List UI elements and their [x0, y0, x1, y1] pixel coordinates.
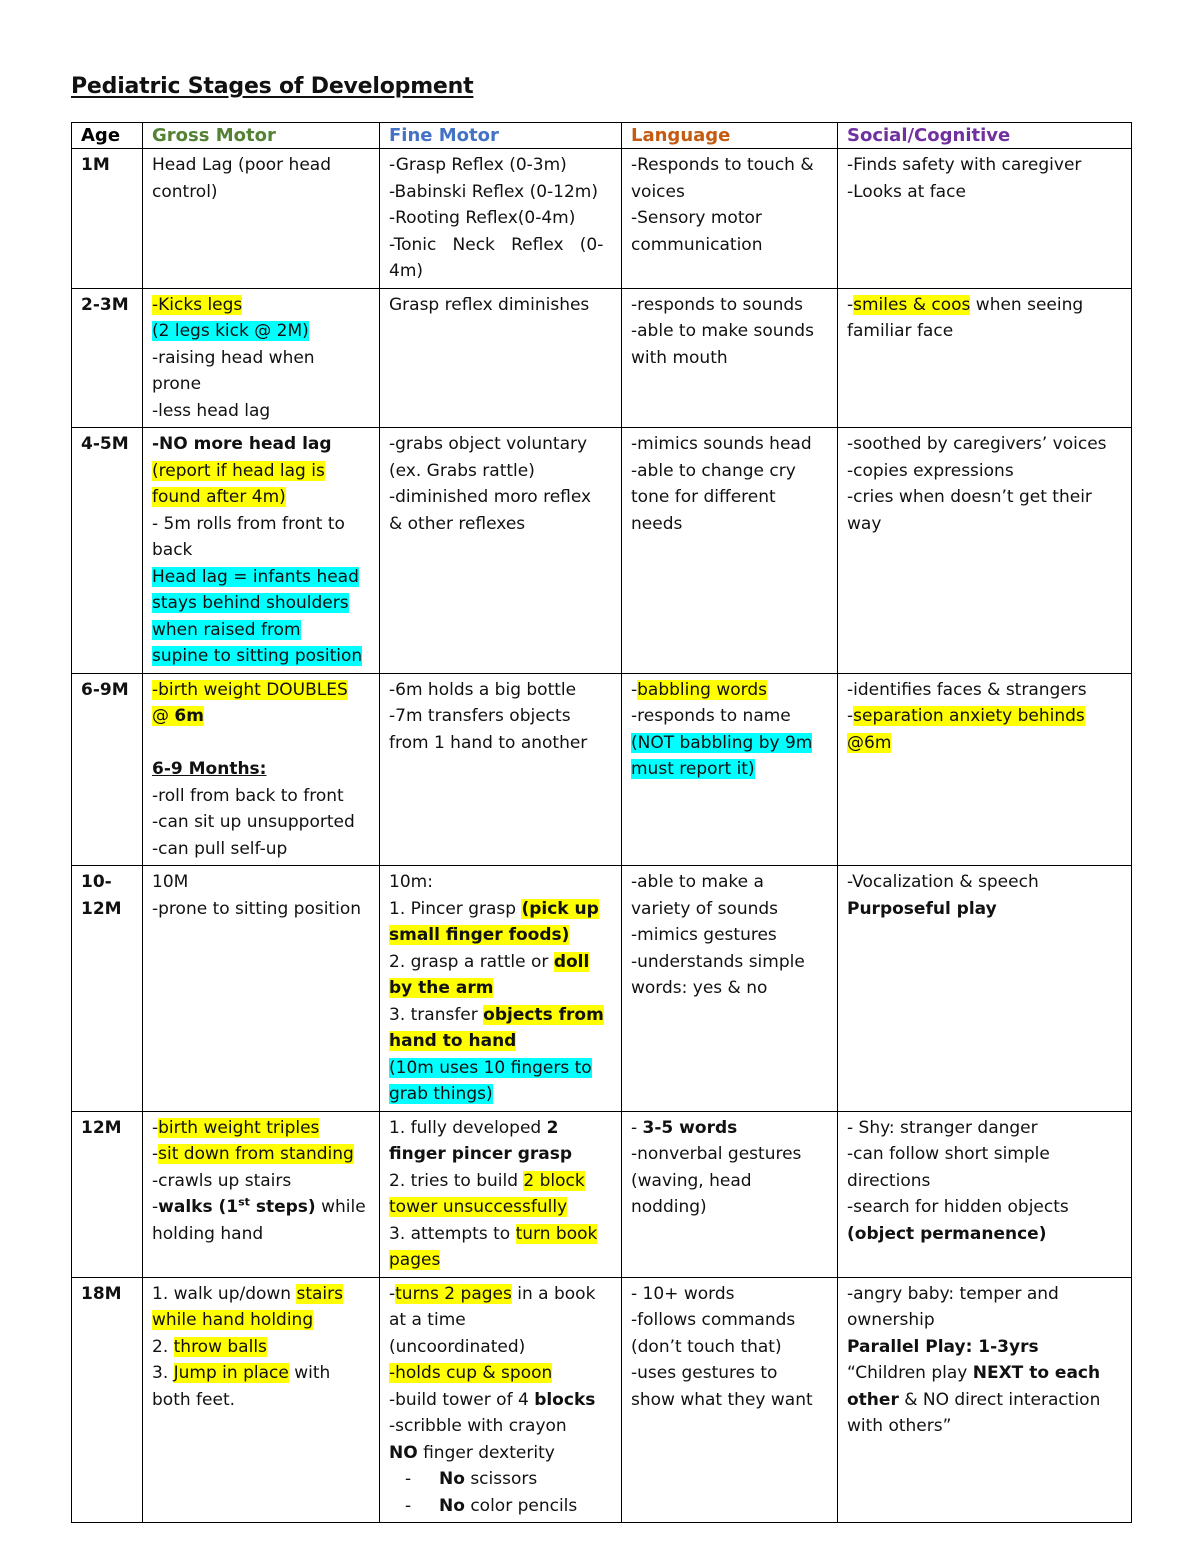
highlight: -birth weight DOUBLES	[152, 679, 348, 700]
header-fine-motor: Fine Motor	[380, 123, 622, 149]
cell-line: communication	[631, 234, 763, 255]
social-cognitive-cell	[838, 149, 1132, 289]
cell-line: (uncoordinated)	[389, 1336, 526, 1357]
cell-line	[389, 1055, 612, 1082]
cell-line	[389, 949, 612, 976]
cell-line	[389, 1081, 612, 1108]
cell-line: -Tonic Neck Reflex (0-	[389, 234, 604, 255]
text: -	[847, 294, 854, 315]
fine-motor-cell	[380, 288, 622, 428]
age-cell: 18M	[72, 1277, 143, 1523]
text: walks (1	[158, 1197, 239, 1217]
cell-line: -Grasp Reflex (0-3m)	[389, 155, 567, 175]
gross-motor-cell	[143, 149, 380, 289]
text: -	[389, 1283, 396, 1304]
cell-line	[389, 1440, 612, 1467]
text: NO	[389, 1442, 418, 1463]
cell-line	[389, 1360, 612, 1387]
age-cell: 6-9M	[72, 673, 143, 866]
cell-line	[152, 1307, 370, 1334]
age-cell: 2-3M	[72, 288, 143, 428]
cell-line: (waving, head	[631, 1170, 752, 1191]
cell-line: -understands simple	[631, 951, 805, 972]
text: when seeing	[970, 294, 1084, 315]
cell-line: & other reflexes	[389, 513, 526, 534]
cell-line	[152, 458, 370, 485]
age-cell: 4-5M	[72, 428, 143, 674]
cell-line: both feet.	[152, 1389, 236, 1410]
cell-line	[631, 677, 828, 704]
cell-line: -can pull self-up	[152, 838, 288, 859]
text: -	[631, 1117, 643, 1138]
cell-line: way	[847, 513, 882, 534]
text: other	[847, 1389, 899, 1410]
cell-line: control)	[152, 181, 218, 202]
highlight: small finger foods)	[389, 925, 570, 945]
cell-line: holding hand	[152, 1223, 264, 1244]
cell-line	[847, 1387, 1122, 1414]
highlight: supine to sitting position	[152, 646, 363, 666]
cell-line	[631, 756, 828, 783]
cell-subheading: 6-9 Months:	[152, 759, 267, 779]
cell-line	[152, 318, 370, 345]
language-cell	[622, 428, 838, 674]
cell-line	[389, 1194, 612, 1221]
cell-line	[152, 590, 370, 617]
cell-line	[847, 703, 1122, 730]
cell-line	[152, 617, 370, 644]
cell-line: -Looks at face	[847, 181, 966, 202]
highlight: babbling words	[637, 679, 767, 700]
highlight: sit down from standing	[158, 1144, 354, 1164]
text: “Children play	[847, 1363, 973, 1383]
social-cognitive-cell	[838, 288, 1132, 428]
age-cell: 12M	[72, 1111, 143, 1277]
gross-motor-cell	[143, 866, 380, 1112]
cell-line	[152, 564, 370, 591]
social-cognitive-cell	[838, 673, 1132, 866]
cell-line	[389, 896, 612, 923]
text: in a book	[511, 1283, 596, 1304]
cell-line: words: yes & no	[631, 978, 768, 998]
cell-line	[847, 292, 1122, 319]
text: finger dexterity	[417, 1442, 555, 1463]
cell-line: -crawls up stairs	[152, 1170, 292, 1191]
cell-line: ownership	[847, 1310, 935, 1330]
highlight: 2 block	[523, 1170, 585, 1191]
page-title: Pediatric Stages of Development	[71, 74, 474, 99]
gross-motor-cell	[143, 673, 380, 866]
cell-line	[389, 1221, 612, 1248]
social-cognitive-cell	[838, 428, 1132, 674]
cell-line	[152, 1194, 370, 1221]
text: 6m	[174, 706, 204, 726]
bullet-item	[389, 1493, 612, 1520]
highlight: found after 4m)	[152, 487, 286, 507]
social-cognitive-cell	[838, 1111, 1132, 1277]
age-cell	[72, 866, 143, 1112]
text: blocks	[534, 1389, 596, 1410]
cell-line	[389, 1387, 612, 1414]
highlight: objects from	[483, 1004, 604, 1025]
text: color pencils	[464, 1495, 578, 1516]
highlight: while hand holding	[152, 1310, 314, 1330]
dash-marker: -	[405, 1495, 412, 1516]
highlight: by the arm	[389, 978, 494, 998]
cell-line: with others”	[847, 1416, 952, 1436]
language-cell	[622, 673, 838, 866]
cell-line: -copies expressions	[847, 460, 1014, 481]
cell-line	[152, 703, 370, 730]
text: -	[631, 679, 638, 700]
cell-line	[389, 1168, 612, 1195]
header-row	[72, 123, 1132, 149]
cell-line: -less head lag	[152, 400, 271, 421]
cell-line	[847, 730, 1122, 757]
text: 3-5 words	[642, 1117, 738, 1138]
cell-line: -mimics gestures	[631, 925, 777, 945]
cell-line: at a time	[389, 1310, 466, 1330]
text: -build tower of 4	[389, 1389, 535, 1410]
highlight: turns 2 pages	[395, 1283, 512, 1304]
cell-line: tone for different	[631, 487, 776, 507]
cell-line: directions	[847, 1170, 931, 1191]
cell-line	[389, 1247, 612, 1274]
cell-line: -soothed by caregivers’ voices	[847, 434, 1107, 454]
cell-line: show what they want	[631, 1389, 813, 1410]
cell-line: -scribble with crayon	[389, 1416, 567, 1436]
text: while	[315, 1197, 366, 1217]
cell-line: -diminished moro reflex	[389, 487, 592, 507]
cell-line: -NO more head lag	[152, 434, 332, 454]
cell-line	[152, 292, 370, 319]
highlight: stairs	[296, 1283, 343, 1304]
cell-line: from 1 hand to another	[389, 732, 588, 753]
gross-motor-cell	[143, 428, 380, 674]
cell-line: - Shy: stranger danger	[847, 1117, 1038, 1138]
highlight: when raised from	[152, 619, 301, 640]
cell-line: -follows commands	[631, 1310, 796, 1330]
gross-motor-cell	[143, 1277, 380, 1523]
text: steps)	[249, 1197, 316, 1217]
cell-line	[389, 1115, 612, 1142]
cell-line: -search for hidden objects	[847, 1197, 1069, 1217]
language-cell	[622, 1277, 838, 1523]
cell-line: Purposeful play	[847, 898, 997, 919]
highlight	[152, 706, 204, 726]
table-row	[72, 866, 1132, 1112]
highlight: @6m	[847, 732, 892, 753]
cell-line: 10-	[81, 872, 112, 892]
cell-line: -grabs object voluntary	[389, 434, 588, 454]
cell-line: 4m)	[389, 261, 424, 281]
language-cell	[622, 866, 838, 1112]
spacer	[152, 730, 370, 757]
text: 1. walk up/down	[152, 1283, 297, 1304]
cell-line	[389, 1002, 612, 1029]
cell-line: variety of sounds	[631, 898, 779, 919]
highlight: doll	[553, 951, 590, 972]
dash-marker: -	[405, 1469, 412, 1489]
highlight: hand to hand	[389, 1031, 517, 1051]
highlight: pages	[389, 1250, 441, 1270]
cell-line: (object permanence)	[847, 1223, 1047, 1244]
cell-line: voices	[631, 181, 685, 202]
text: -	[152, 1144, 159, 1164]
text: 2	[546, 1117, 559, 1138]
cell-line	[152, 1334, 370, 1361]
highlight: turn book	[515, 1223, 598, 1244]
language-cell	[622, 1111, 838, 1277]
cell-line	[389, 922, 612, 949]
header-gross-motor: Gross Motor	[143, 123, 380, 149]
fine-motor-cell	[380, 673, 622, 866]
text: @	[152, 706, 175, 726]
fine-motor-cell	[380, 1277, 622, 1523]
cell-line: Parallel Play: 1-3yrs	[847, 1336, 1039, 1357]
fine-motor-cell	[380, 149, 622, 289]
text: 3.	[152, 1363, 174, 1383]
text: 1. fully developed	[389, 1117, 547, 1138]
highlight: grab things)	[389, 1084, 493, 1104]
cell-line: - 10+ words	[631, 1283, 735, 1304]
cell-line: -6m holds a big bottle	[389, 679, 577, 700]
highlight: stays behind shoulders	[152, 593, 349, 613]
cell-line: (don’t touch that)	[631, 1336, 782, 1357]
highlight: Jump in place	[173, 1363, 289, 1383]
language-cell	[622, 149, 838, 289]
table-row	[72, 149, 1132, 289]
text: 1. Pincer grasp	[389, 898, 522, 919]
gross-motor-cell	[143, 288, 380, 428]
cell-line	[631, 730, 828, 757]
cell-line	[847, 1360, 1122, 1387]
cell-line: -responds to sounds	[631, 294, 804, 315]
cell-line: (ex. Grabs rattle)	[389, 460, 535, 481]
text: -	[152, 1117, 159, 1138]
cell-line: -Vocalization & speech	[847, 872, 1039, 892]
highlight: smiles & coos	[853, 294, 971, 315]
cell-line: prone	[152, 374, 202, 394]
cell-line: 10M	[152, 872, 189, 892]
cell-line: -Babinski Reflex (0-12m)	[389, 181, 598, 202]
text: 2. tries to build	[389, 1170, 524, 1191]
text: -	[847, 706, 854, 726]
cell-line	[152, 1360, 370, 1387]
text: NEXT to each	[972, 1363, 1101, 1383]
text: with	[288, 1363, 331, 1383]
cell-line: Grasp reflex diminishes	[389, 294, 590, 315]
cell-line: 10m:	[389, 872, 433, 892]
cell-line: -Rooting Reflex(0-4m)	[389, 208, 576, 228]
cell-line: finger pincer grasp	[389, 1144, 573, 1164]
highlight: separation anxiety behinds	[853, 706, 1085, 726]
cell-line	[152, 677, 370, 704]
cell-line: -cries when doesn’t get their	[847, 487, 1092, 507]
cell-line	[389, 975, 612, 1002]
text: 3. transfer	[389, 1004, 484, 1025]
cell-line: -can sit up unsupported	[152, 812, 355, 832]
table-row	[72, 673, 1132, 866]
header-age: Age	[72, 123, 143, 149]
highlight: (2 legs kick @ 2M)	[152, 321, 309, 341]
highlight: must report it)	[631, 759, 755, 779]
cell-line: -able to change cry	[631, 460, 796, 481]
highlight: tower unsuccessfully	[389, 1197, 568, 1217]
table-row	[72, 288, 1132, 428]
highlight: throw balls	[173, 1336, 267, 1357]
highlight: (NOT babbling by 9m	[631, 732, 813, 753]
bullet-item	[389, 1466, 612, 1493]
cell-line: nodding)	[631, 1197, 707, 1217]
cell-line: -identifies faces & strangers	[847, 679, 1087, 700]
highlight: (report if head lag is	[152, 460, 325, 481]
table-row	[72, 428, 1132, 674]
fine-motor-cell	[380, 1111, 622, 1277]
highlight: birth weight triples	[158, 1117, 320, 1138]
header-social-cognitive: Social/Cognitive	[838, 123, 1132, 149]
superscript: st	[238, 1195, 250, 1209]
cell-line: -7m transfers objects	[389, 706, 571, 726]
table-row	[72, 1111, 1132, 1277]
cell-line: 12M	[81, 898, 122, 919]
cell-line: -able to make a	[631, 872, 764, 892]
cell-line: -angry baby: temper and	[847, 1283, 1059, 1304]
cell-line: Head Lag (poor head	[152, 155, 331, 175]
cell-line: with mouth	[631, 347, 728, 368]
social-cognitive-cell	[838, 1277, 1132, 1523]
cell-line: -prone to sitting position	[152, 898, 361, 919]
cell-line: -can follow short simple	[847, 1144, 1050, 1164]
text: -	[152, 1197, 159, 1217]
highlight: -holds cup & spoon	[389, 1363, 553, 1383]
highlight: (10m uses 10 fingers to	[389, 1057, 592, 1078]
cell-line: -mimics sounds head	[631, 434, 812, 454]
cell-line	[152, 1281, 370, 1308]
cell-line: -Finds safety with caregiver	[847, 155, 1082, 175]
header-language: Language	[622, 123, 838, 149]
fine-motor-cell	[380, 866, 622, 1112]
cell-line: -responds to name	[631, 706, 791, 726]
cell-line: familiar face	[847, 321, 954, 341]
cell-line: back	[152, 540, 193, 560]
cell-line	[389, 1028, 612, 1055]
cell-line: -roll from back to front	[152, 785, 344, 806]
cell-line: -raising head when	[152, 347, 315, 368]
development-table	[71, 122, 1132, 1523]
cell-line	[152, 1141, 370, 1168]
text: 3. attempts to	[389, 1223, 516, 1244]
text: & NO direct interaction	[898, 1389, 1101, 1410]
gross-motor-cell	[143, 1111, 380, 1277]
cell-line	[631, 1115, 828, 1142]
age-cell: 1M	[72, 149, 143, 289]
fine-motor-cell	[380, 428, 622, 674]
highlight: -Kicks legs	[152, 294, 243, 315]
text: 2. grasp a rattle or	[389, 951, 554, 972]
highlight: (pick up	[521, 898, 599, 919]
highlight: Head lag = infants head	[152, 566, 359, 587]
cell-line: -nonverbal gestures	[631, 1144, 802, 1164]
language-cell	[622, 288, 838, 428]
cell-line: -Responds to touch &	[631, 155, 814, 175]
text: scissors	[464, 1469, 538, 1489]
cell-line: -able to make sounds	[631, 321, 814, 341]
social-cognitive-cell	[838, 866, 1132, 1112]
cell-line: - 5m rolls from front to	[152, 513, 345, 534]
cell-line	[152, 1115, 370, 1142]
cell-line: -uses gestures to	[631, 1363, 778, 1383]
cell-line	[152, 643, 370, 670]
text: 2.	[152, 1336, 174, 1357]
cell-line	[389, 1281, 612, 1308]
text: No	[439, 1495, 465, 1516]
cell-line: -Sensory motor	[631, 208, 762, 228]
table-row	[72, 1277, 1132, 1523]
cell-line	[152, 484, 370, 511]
text: No	[439, 1469, 465, 1489]
cell-line: needs	[631, 513, 683, 534]
